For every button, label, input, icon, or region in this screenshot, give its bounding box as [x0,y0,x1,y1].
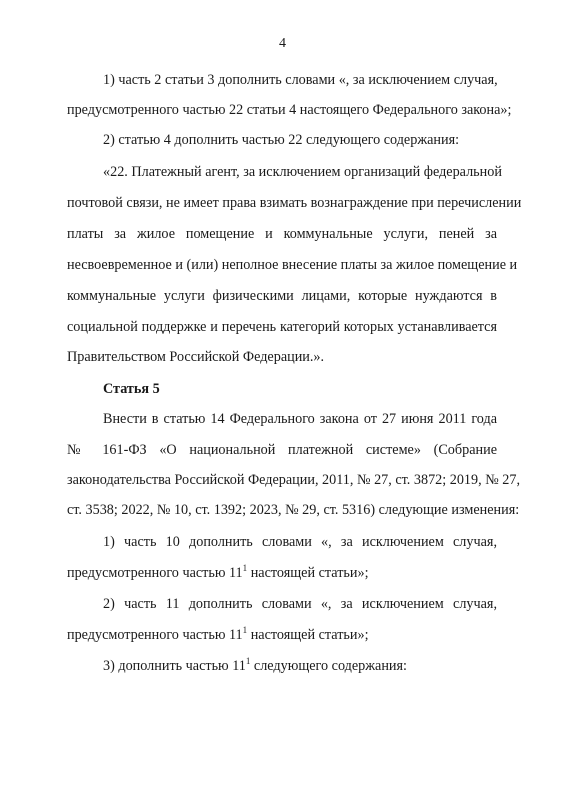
subitem-1-superscript: 1 [242,563,248,573]
quote-line-3: платы за жилое помещение и коммунальные услуги, пеней за [67,226,497,242]
subitem-1-line-1: 1) часть 10 дополнить словами «, за исключением случая, [103,534,497,550]
article-5-intro-line-4: ст. 3538; 2022, № 10, ст. 1392; 2023, № 29, ст. 5316) следующие изменения: [67,502,520,518]
article-5-intro-line-2: № 161-ФЗ «О национальной платежной системе» (Собрание [67,442,497,458]
quote-line-1: «22. Платежный агент, за исключением организаций федеральной [103,164,502,180]
quote-line-4: несвоевременное и (или) неполное внесение платы за жилое помещение и [67,257,518,273]
subitem-2-line-2: предусмотренного частью $11^1$ настоящей статьи»; [67,625,369,643]
subitem-1-line-2: предусмотренного частью $11^1$ настоящей статьи»; [67,563,369,581]
quote-line-2: почтовой связи, не имеет права взимать вознаграждение при перечислении [67,195,522,211]
quote-line-7: Правительством Российской Федерации.». [67,349,325,365]
article-5-intro-line-1: Внести в статью 14 Федерального закона от 27 июня 2011 года [103,411,497,427]
item-2-line: 2) статью 4 дополнить частью 22 следующего содержания: [103,132,460,148]
subitem-2-line-1: 2) часть 11 дополнить словами «, за исключением случая, [103,596,497,612]
page-number: 4 [279,36,286,51]
quote-line-6: социальной поддержке и перечень категорий которых устанавливается [67,319,497,335]
quote-line-5: коммунальные услуги физическими лицами, которые нуждаются в [67,288,497,304]
article-5-heading: Статья 5 [103,381,160,397]
item-1-line-1: 1) часть 2 статьи 3 дополнить словами «, за исключением случая, [103,72,498,88]
subitem-3-line: 3) дополнить частью $11^1$ следующего содержания: [103,656,407,674]
article-5-intro-line-3: законодательства Российской Федерации, 2011, № 27, ст. 3872; 2019, № 27, [67,472,521,488]
subitem-2-superscript: 1 [242,625,248,635]
item-1-line-2: предусмотренного частью 22 статьи 4 настоящего Федерального закона»; [67,102,512,118]
subitem-3-superscript: 1 [245,656,251,666]
